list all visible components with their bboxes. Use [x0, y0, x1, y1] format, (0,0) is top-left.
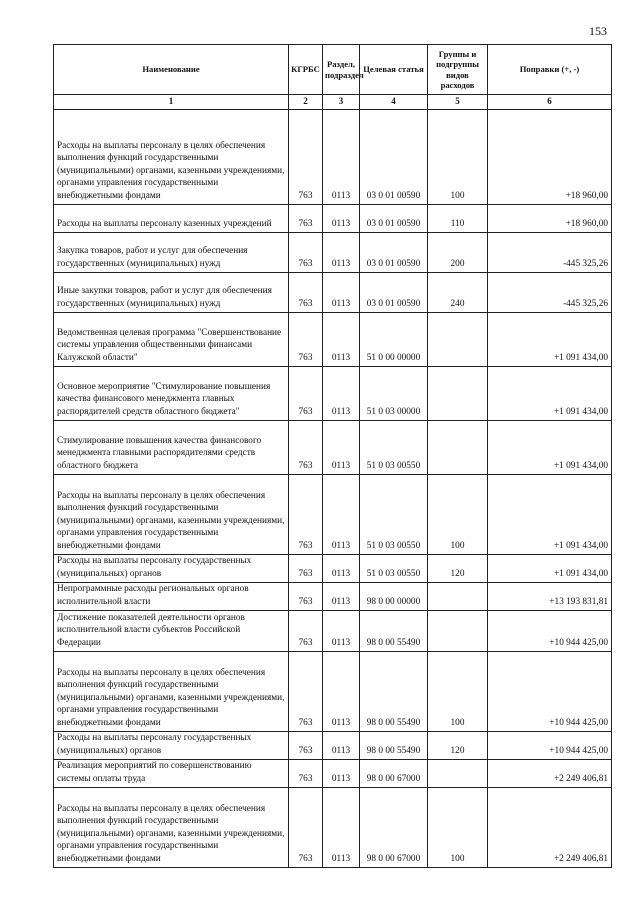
- header-row: [54, 45, 612, 95]
- row-kgrbs: 763: [289, 366, 323, 420]
- table-row: [54, 651, 612, 731]
- row-section: 0113: [323, 759, 360, 787]
- row-section: 0113: [323, 420, 360, 474]
- table-row: [54, 420, 612, 474]
- row-target: 51 0 03 00550: [360, 554, 428, 582]
- row-kgrbs: 763: [289, 420, 323, 474]
- row-amount: +1 091 434,00: [488, 554, 612, 582]
- table-row: [54, 474, 612, 554]
- row-section: 0113: [323, 272, 360, 312]
- row-section: 0113: [323, 109, 360, 204]
- column-number: 4: [360, 95, 428, 110]
- row-kgrbs: 763: [289, 312, 323, 366]
- header-target: Целевая статья: [360, 45, 428, 95]
- row-target: 98 0 00 55490: [360, 731, 428, 759]
- column-number-row: [54, 95, 612, 110]
- row-target: 03 0 01 00590: [360, 232, 428, 272]
- row-section: 0113: [323, 582, 360, 610]
- header-section: Раздел, подраздел: [323, 45, 360, 95]
- table-row: [54, 204, 612, 232]
- row-target: 03 0 01 00590: [360, 109, 428, 204]
- row-group: 100: [428, 651, 488, 731]
- row-target: 51 0 03 00550: [360, 420, 428, 474]
- row-amount: +18 960,00: [488, 204, 612, 232]
- row-section: 0113: [323, 232, 360, 272]
- table-row: [54, 272, 612, 312]
- table-row: [54, 109, 612, 204]
- row-section: 0113: [323, 610, 360, 651]
- row-amount: +1 091 434,00: [488, 312, 612, 366]
- row-name: Основное мероприятие "Стимулирование повышения качества финансового менеджмента главных распорядителей средств областного бюджета": [54, 366, 289, 420]
- row-section: 0113: [323, 787, 360, 867]
- row-section: 0113: [323, 366, 360, 420]
- row-section: 0113: [323, 731, 360, 759]
- row-amount: +1 091 434,00: [488, 474, 612, 554]
- row-amount: +13 193 831,81: [488, 582, 612, 610]
- row-name: Непрограммные расходы региональных органов исполнительной власти: [54, 582, 289, 610]
- row-name: Расходы на выплаты персоналу государственных (муниципальных) органов: [54, 554, 289, 582]
- row-section: 0113: [323, 651, 360, 731]
- row-name: Достижение показателей деятельности органов исполнительной власти субъектов Российской Федерации: [54, 610, 289, 651]
- row-name: Ведомственная целевая программа "Совершенствование системы управления общественными финансами Калужской области": [54, 312, 289, 366]
- row-name: Иные закупки товаров, работ и услуг для обеспечения государственных (муниципальных) нужд: [54, 272, 289, 312]
- row-target: 98 0 00 00000: [360, 582, 428, 610]
- row-group: [428, 312, 488, 366]
- row-kgrbs: 763: [289, 204, 323, 232]
- row-amount: +1 091 434,00: [488, 420, 612, 474]
- row-target: 51 0 00 00000: [360, 312, 428, 366]
- row-name: Реализация мероприятий по совершенствованию системы оплаты труда: [54, 759, 289, 787]
- row-target: 03 0 01 00590: [360, 204, 428, 232]
- row-group: [428, 420, 488, 474]
- table-row: [54, 554, 612, 582]
- table-row: [54, 582, 612, 610]
- row-name: Расходы на выплаты персоналу казенных учреждений: [54, 204, 289, 232]
- row-kgrbs: 763: [289, 474, 323, 554]
- row-section: 0113: [323, 474, 360, 554]
- table-row: [54, 610, 612, 651]
- row-group: 200: [428, 232, 488, 272]
- row-kgrbs: 763: [289, 759, 323, 787]
- column-number: 3: [323, 95, 360, 110]
- row-kgrbs: 763: [289, 109, 323, 204]
- row-amount: +1 091 434,00: [488, 366, 612, 420]
- row-kgrbs: 763: [289, 787, 323, 867]
- row-name: Закупка товаров, работ и услуг для обеспечения государственных (муниципальных) нужд: [54, 232, 289, 272]
- row-target: 03 0 01 00590: [360, 272, 428, 312]
- row-target: 98 0 00 67000: [360, 759, 428, 787]
- row-kgrbs: 763: [289, 582, 323, 610]
- row-group: 120: [428, 731, 488, 759]
- header-name: Наименование: [54, 45, 289, 95]
- row-name: Расходы на выплаты персоналу в целях обеспечения выполнения функций государственными (муниципальными) органами, казенными учреждениями, органами управления государственными внебюджетными фондами: [54, 787, 289, 867]
- row-group: 240: [428, 272, 488, 312]
- row-target: 98 0 00 55490: [360, 610, 428, 651]
- row-target: 98 0 00 67000: [360, 787, 428, 867]
- row-section: 0113: [323, 554, 360, 582]
- row-amount: +10 944 425,00: [488, 610, 612, 651]
- table-row: [54, 312, 612, 366]
- row-kgrbs: 763: [289, 731, 323, 759]
- row-section: 0113: [323, 204, 360, 232]
- row-amount: +2 249 406,81: [488, 759, 612, 787]
- row-name: Расходы на выплаты персоналу в целях обеспечения выполнения функций государственными (муниципальными) органами, казенными учреждениями, органами управления государственными внебюджетными фондами: [54, 109, 289, 204]
- row-kgrbs: 763: [289, 272, 323, 312]
- row-group: 100: [428, 474, 488, 554]
- page-number: 153: [589, 24, 607, 38]
- row-group: [428, 759, 488, 787]
- header-group: Группы и подгруппы видов расходов: [428, 45, 488, 95]
- header-amount: Поправки (+, -): [488, 45, 612, 95]
- row-kgrbs: 763: [289, 651, 323, 731]
- table-row: [54, 232, 612, 272]
- table-row: [54, 731, 612, 759]
- column-number: 2: [289, 95, 323, 110]
- column-number: 1: [54, 95, 289, 110]
- table-row: [54, 787, 612, 867]
- table-row: [54, 759, 612, 787]
- column-number: 5: [428, 95, 488, 110]
- row-group: 100: [428, 787, 488, 867]
- row-target: 51 0 03 00550: [360, 474, 428, 554]
- row-target: 98 0 00 55490: [360, 651, 428, 731]
- row-group: 120: [428, 554, 488, 582]
- row-name: Расходы на выплаты персоналу государственных (муниципальных) органов: [54, 731, 289, 759]
- row-kgrbs: 763: [289, 232, 323, 272]
- row-name: Расходы на выплаты персоналу в целях обеспечения выполнения функций государственными (муниципальными) органами, казенными учреждениями, органами управления государственными внебюджетными фондами: [54, 474, 289, 554]
- row-amount: +18 960,00: [488, 109, 612, 204]
- row-section: 0113: [323, 312, 360, 366]
- row-amount: +10 944 425,00: [488, 651, 612, 731]
- row-amount: +10 944 425,00: [488, 731, 612, 759]
- column-number: 6: [488, 95, 612, 110]
- row-amount: -445 325,26: [488, 272, 612, 312]
- row-group: 100: [428, 109, 488, 204]
- budget-table: [53, 44, 612, 868]
- row-name: Расходы на выплаты персоналу в целях обеспечения выполнения функций государственными (муниципальными) органами, казенными учреждениями, органами управления государственными внебюджетными фондами: [54, 651, 289, 731]
- row-group: 110: [428, 204, 488, 232]
- row-kgrbs: 763: [289, 610, 323, 651]
- row-group: [428, 366, 488, 420]
- row-group: [428, 610, 488, 651]
- row-target: 51 0 03 00000: [360, 366, 428, 420]
- table-row: [54, 366, 612, 420]
- row-amount: +2 249 406,81: [488, 787, 612, 867]
- header-kgrbs: КГРБС: [289, 45, 323, 95]
- row-group: [428, 582, 488, 610]
- row-amount: -445 325,26: [488, 232, 612, 272]
- row-kgrbs: 763: [289, 554, 323, 582]
- row-name: Стимулирование повышения качества финансового менеджмента главными распорядителями средств областного бюджета: [54, 420, 289, 474]
